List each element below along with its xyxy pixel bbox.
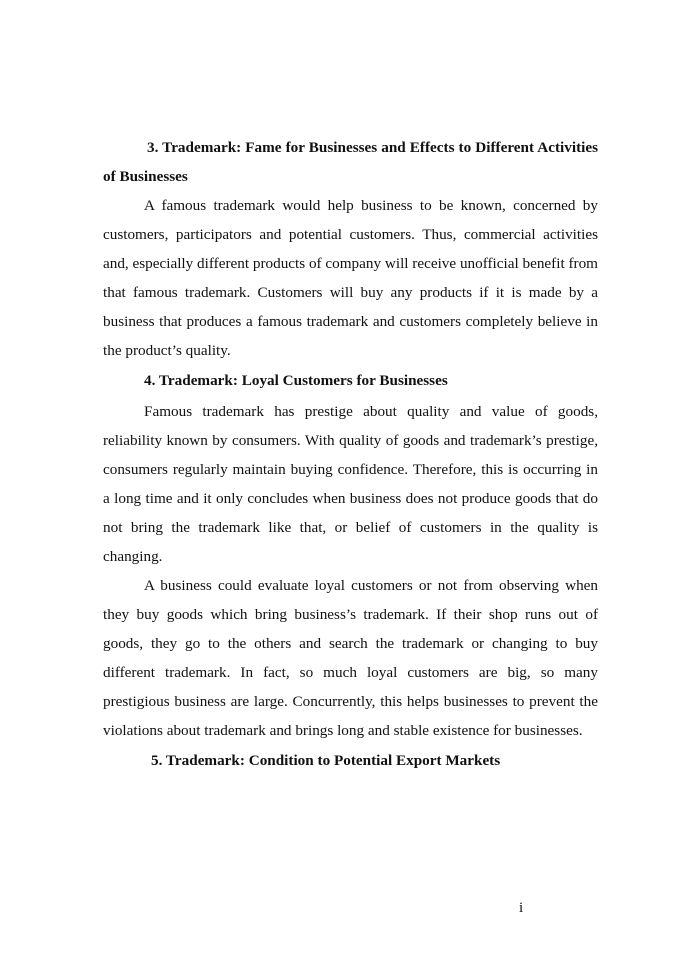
section-3-heading: 3. Trademark: Fame for Businesses and Effects to Different Activities of Businesses (103, 139, 598, 185)
section-5-heading: 5. Trademark: Condition to Potential Export Markets (151, 752, 501, 769)
section-4-paragraph-2: A business could evaluate loyal customers or not from observing when they buy goods which bring business’s trademark. If their shop runs out of goods, they go to the others and search the trademark or changing to buy different trademark. In fact, so much loyal customers are big, so many prestigious business are large. Concurrently, this helps businesses to prevent the violations about trademark and brings long and stable existence for businesses. (103, 577, 598, 739)
section-3-paragraph-1: A famous trademark would help business to be known, concerned by customers, participators and potential customers. Thus, commercial activities and, especially different products of company will receive unofficial benefit from that famous trademark. Customers will buy any products if it is made by a business that produces a famous trademark and customers completely believe in the product’s quality. (103, 197, 598, 359)
page-number: i (519, 900, 524, 916)
section-4-paragraph-1: Famous trademark has prestige about quality and value of goods, reliability known by consumers. With quality of goods and trademark’s prestige, consumers regularly maintain buying confidence. Therefore, this is occurring in a long time and it only concludes when business does not produce goods that do not bring the trademark like that, or belief of customers in the quality is changing. (103, 403, 598, 565)
section-4-heading: 4. Trademark: Loyal Customers for Businesses (144, 372, 448, 389)
document-body (103, 133, 598, 775)
